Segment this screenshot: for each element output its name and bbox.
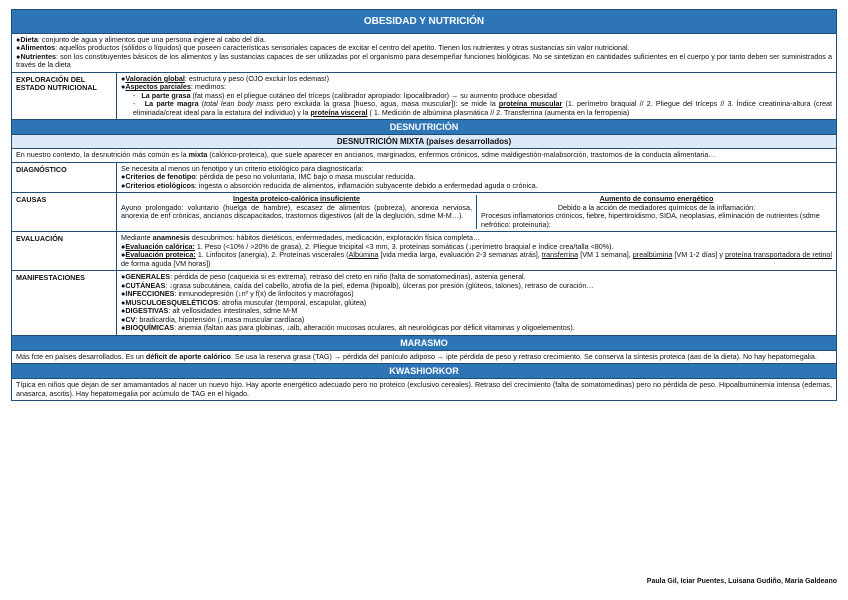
document xyxy=(11,9,837,401)
definition-nutrientes: ●Nutrientes: son los constituyentes básicos de los alimentos y las sustancias capaces de ser utilizadas por el organismo para desempeñar funciones biológicas. No se sintetizan en cantidades suficientes en el cuerpo y por tanto deben ser suministrados a través de la dieta xyxy=(16,51,832,70)
definitions xyxy=(11,34,837,73)
list-item: ●CUTÁNEAS: ↓grasa subcutánea, caída del cabello, atrofia de la piel, edema (hipoalb), úlceras por presión (glúteos, talones), retraso de curación… xyxy=(121,280,594,290)
list-item: ●MUSCULOESQUELÉTICOS: atrofia muscular (temporal, escapular, glútea) xyxy=(121,297,367,307)
exploracion-row xyxy=(11,73,837,120)
exploracion-content: ●Valoración global: estructura y peso (OJO excluir los edemas!) ●Aspectos parciales: medimos: - La parte grasa (fat mass) en el pliegue cutáneo del tríceps (calibrador apropiado: lipocalibrador) → su aumento produce obesidad - La parte magra (total lean body mass pero excluida la grasa [hueso, agua, masa muscular]): se mide la proteína muscular (1. perímetro braquial // 2. Pliegue del tríceps // 3. Índice creatinina-altura (creat eliminada/creat ideal para la estatura del individuo) y la proteína visceral ( 1. Medición de albúmina plasmática // 2. Transferrina (aumenta en la ferropenia) xyxy=(121,73,832,117)
diagnostico-label: DIAGNÓSTICO xyxy=(12,163,117,192)
evaluacion-row xyxy=(11,232,837,271)
list-item: ●BIOQUÍMICAS: anemia (faltan aas para globinas, ↓alb, alteración mucosas oculares, alt neurológicas por déficit vitaminas y oligoelementos). xyxy=(121,323,575,333)
diagnostico-row xyxy=(11,163,837,193)
causas-label: CAUSAS xyxy=(12,193,117,231)
desnutricion-heading: DESNUTRICIÓN xyxy=(11,120,837,135)
causas-content xyxy=(117,193,836,231)
list-item: ●CV: bradicardia, hipotensión (↓masa muscular cardíaca) xyxy=(121,314,305,324)
desnutricion-intro: En nuestro contexto, la desnutrición más común es la mixta (calórico-proteica), que suele aparecer en ancianos, marginados, enfermos crónicos, sdme maldigestión-malabsorción, trastornos de la conducta alimentaria… xyxy=(11,149,837,162)
manifestaciones-content xyxy=(117,271,836,334)
evaluacion-label: EVALUACIÓN xyxy=(12,232,117,270)
kwashiorkor-text: Típica en niños que dejan de ser amamantados al nacer un nuevo hijo. Hay aporte energético adecuado pero no proteico (exclusivo cereales). Retraso del crecimiento (falta de somatomedinas) pero no pérdida de peso. Hipoalbuminemia intensa (edemas, anasarca, ascitis). Hay hepatomegalia por acúmulo de TAG en el hígado. xyxy=(11,379,837,401)
kwashiorkor-heading: KWASHIORKOR xyxy=(11,364,837,379)
desnutricion-mixta-heading: DESNUTRICIÓN MIXTA (países desarrollados) xyxy=(11,135,837,149)
page-title: OBESIDAD Y NUTRICIÓN xyxy=(11,9,837,34)
exploracion-label: EXPLORACIÓN DEL ESTADO NUTRICIONAL xyxy=(12,73,117,119)
list-item: ●GENERALES: pérdida de peso (caquexia si es extrema), retraso del creto en niño (falta de somatomedinas), astenia general. xyxy=(121,272,526,282)
evaluacion-content: Mediante anamnesis descubrimos: hábitos dietéticos, enfermedades, medicación, exploración física completa… ●Evaluación calórica: 1. Peso (<10% / >20% de grasa), 2. Pliegue tricipital <3 mm, 3. proteínas somáticas (↓perímetro braquial e índice crea/talla <80%). ●Evaluación proteica: 1. Linfocitos (anergia), 2. Proteínas viscerales (Albúmina [vida media larga, evaluación 2-3 semanas atrás], transferrina [VM 1 semana], prealbúmina [VM 1-2 días] y proteína transportadora de retinol de forma aguda [VM horas]) xyxy=(121,233,833,268)
manifestaciones-row xyxy=(11,271,837,335)
marasmo-text: Más fcte en países desarrollados. Es un déficit de aporte calórico. Se usa la reserva grasa (TAG) → pérdida del panículo adiposo → ipte pérdida de peso y retraso crecimiento. Se conserva la síntesis proteica (aas de la dieta). No hay hepatomegalia. xyxy=(11,351,837,364)
list-item: ●DIGESTIVAS: alt vellosidades intestinales, sdme M-M xyxy=(121,306,298,316)
causas-row xyxy=(11,193,837,232)
list-item: ●INFECCIONES: inmunodepresión (↓nº y f(x) de linfocitos y macrófagos) xyxy=(121,289,354,299)
author-credit: Paula Gil, Iciar Puentes, Luisana Gudiño, María Galdeano xyxy=(646,578,837,585)
diagnostico-content: Se necesita al menos un fenotipo y un criterio etiológico para diagnosticarla: ●Criterios de fenotipo: pérdida de peso no voluntaria, IMC bajo o masa muscular reducida. ●Criterios etiológicos: ingesta o absorción reducida de alimentos, inflamación subyacente debido a enfermedad aguda o crónica. xyxy=(121,163,538,190)
causas-ingesta: Ingesta proteico-calórica insuficiente Ayuno prolongado: voluntario (huelga de hambre), escasez de alimentos (pobreza), anorexia nerviosa, anorexia de enf crónicas, ancianos discapacitados, trastornos digestivos (alt de la deglución, sdme M-M…). xyxy=(121,195,477,229)
definition-dieta: ●Dieta: conjunto de agua y alimentos que una persona ingiere al cabo del día. xyxy=(16,35,266,44)
causas-consumo: Aumento de consumo energético Debido a la acción de mediadores químicos de la inflamación: Procesos inflamatorios crónicos, fiebre, hipertiroidismo, SIDA, neoplasias, eliminación de nutrientes (sdme nefrótico: proteinuria): xyxy=(481,194,820,229)
marasmo-heading: MARASMO xyxy=(11,336,837,351)
definition-alimentos: ●Alimentos: aquellos productos (sólidos o líquidos) que poseen características sensoriales capaces de excitar el centro del apetito. Tienen los nutrientes y otras sustancias sin valor nutricional. xyxy=(16,43,630,53)
manifestaciones-label: MANIFESTACIONES xyxy=(12,271,117,334)
